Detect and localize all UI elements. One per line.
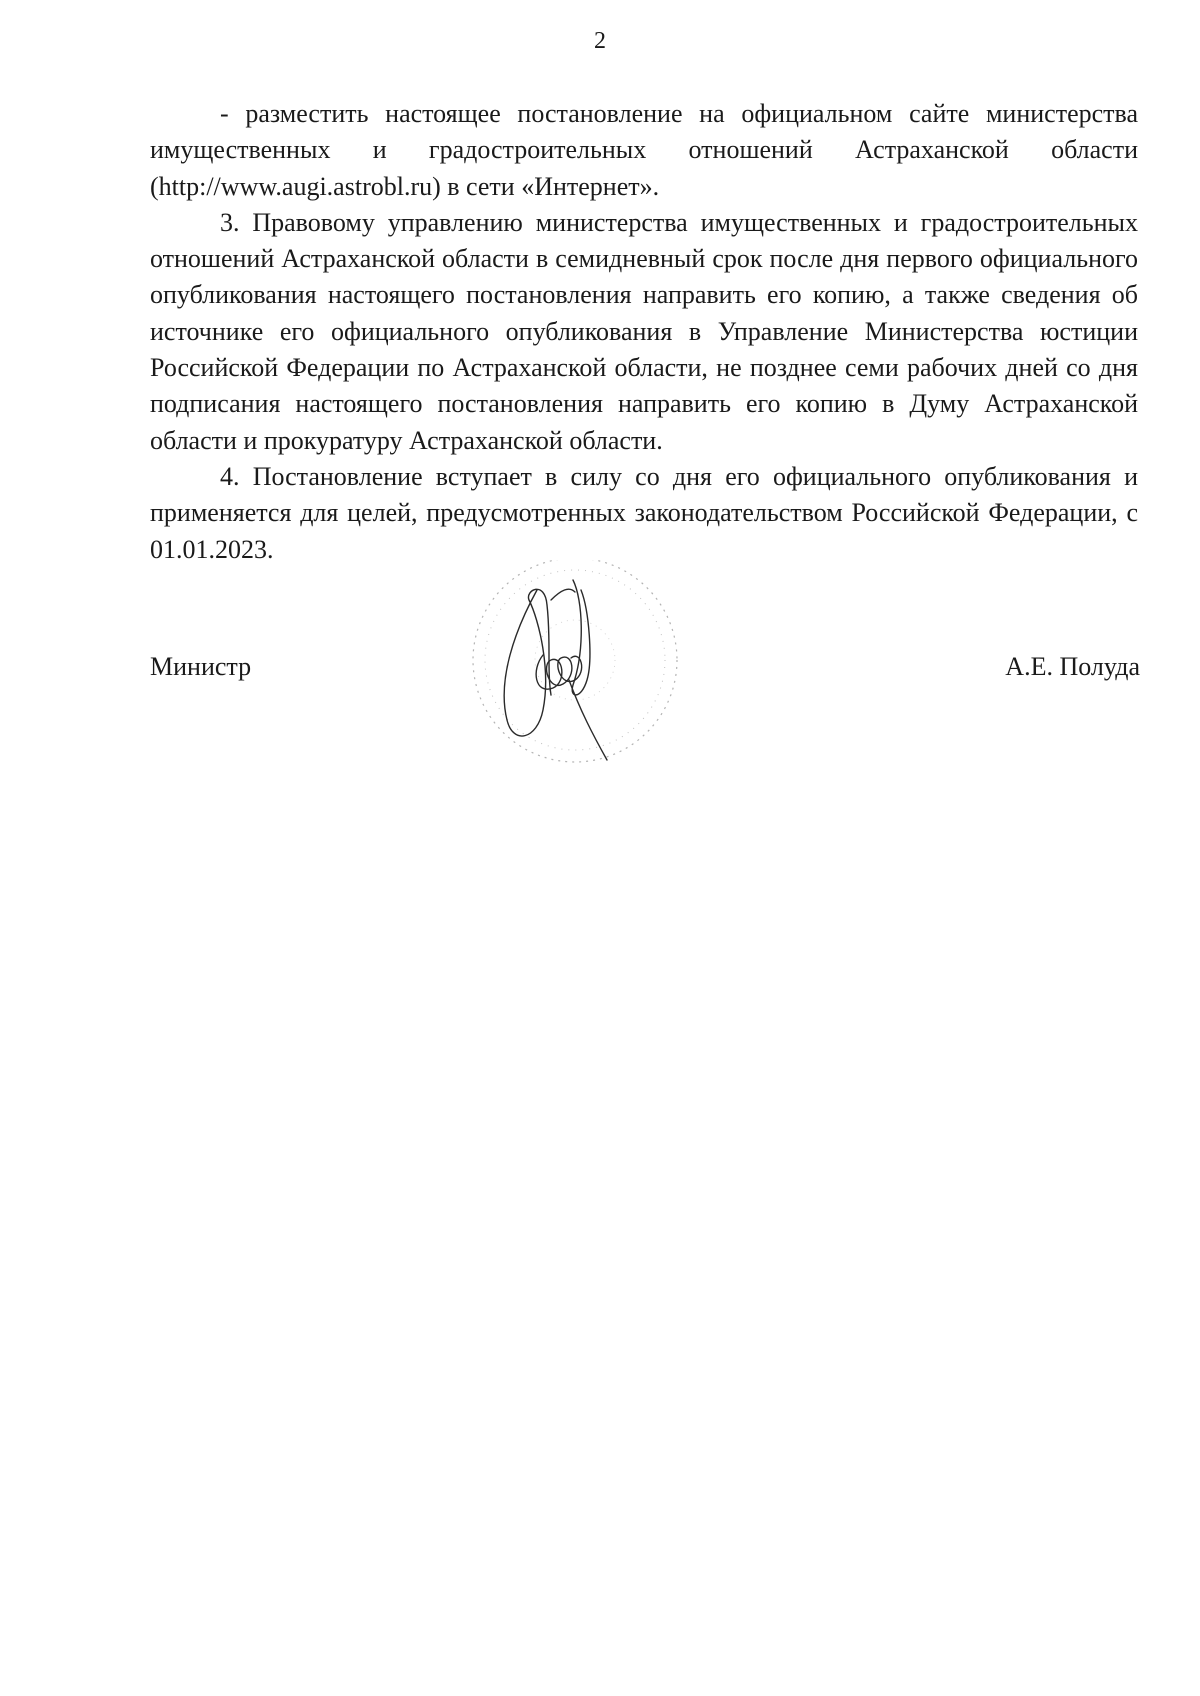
handwritten-signature [504,580,607,760]
paragraph-3-legal-department: 3. Правовому управлению министерства имущественных и градостроительных отношений Астраханской области в семидневный срок после дня первого официального опубликования настоящего постановления направить его копию, а также сведения об источнике его официального опубликования в Управление Министерства юстиции Российской Федерации по Астраханской области, не позднее семи рабочих дней со дня подписания настоящего постановления направить его копию в Думу Астраханской области и прокуратуру Астраханской области. [150,207,1138,455]
paragraph-4-entry-into-force: 4. Постановление вступает в силу со дня его официального опубликования и применяется для целей, предусмотренных законодательством Российской Федерации, с 01.01.2023. [150,461,1138,564]
seal-circle [473,560,677,762]
body-text [150,96,1138,568]
page-number: 2 [594,28,606,54]
signatory-position: Министр [150,652,252,681]
signatory-name: А.Е. Полуда [1005,652,1140,681]
official-stamp-with-signature [455,560,695,820]
paragraph-publication: - разместить настоящее постановление на официальном сайте министерства имущественных и градостроительных отношений Астраханской области (http://www.augi.astrobl.ru) в сети «Интернет». [150,99,1138,201]
